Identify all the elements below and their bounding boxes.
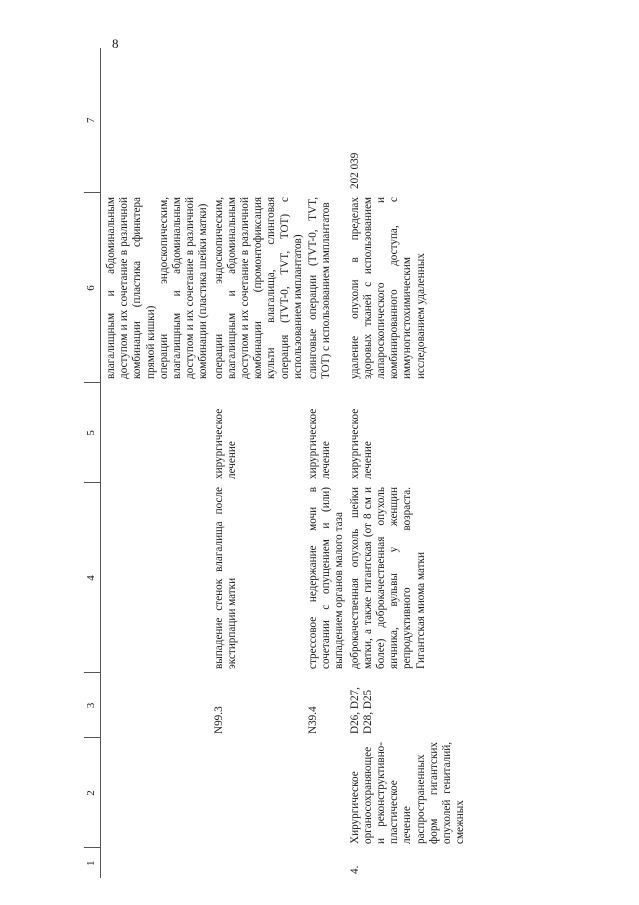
col-header-5: 5: [84, 383, 101, 483]
cell-icd-code: D26, D27, D28, D25: [348, 684, 374, 734]
cell-treatment-type: хирургическое лечение: [348, 406, 374, 479]
table-row: [211, 48, 305, 878]
cell-method: слинговые операции (TVT-0, TVT, TOT) с использованием имплантатов: [307, 194, 333, 379]
cell-method: операции эндоскопическим, влагалищным и абдоминальным доступом и их сочетание в различной комбинации (промонтофиксация культи влагалища, слинговая операция (TVT-0, TVT, TOT) с использованием имплантатов): [212, 194, 304, 379]
cell-treatment-type: хирургическое лечение: [212, 406, 238, 479]
col-header-7: 7: [84, 48, 101, 193]
table-row: [101, 48, 211, 878]
col-header-3: 3: [84, 673, 101, 738]
col-header-1: 1: [84, 848, 101, 878]
rotated-table-sheet: [84, 48, 639, 878]
cell-cost: 202 039: [348, 152, 361, 189]
cell-icd-code: N39.4: [307, 706, 320, 734]
cell-method: влагалищным и абдоминальным доступом и их сочетание в различной комбинации (пластика сфинктера прямой кишки) операции эндоскопическим, влагалищным и абдоминальным доступом и их сочетание в различной комбинации (пластика шейки матки): [105, 197, 210, 379]
col-header-6: 6: [84, 193, 101, 383]
cell-treatment-type: хирургическое лечение: [307, 406, 333, 479]
column-number-header: [84, 48, 101, 878]
cell-diagnosis: выпадение стенок влагалища после экстирпации матки: [212, 484, 238, 669]
cell-method: удаление опухоли в пределах здоровых тканей с использованием лапароскопического и комбинированного доступа, с иммуногистохимическим исследованием удаленных: [348, 194, 427, 379]
cell-profile: Хирургическое органосохраняющее и реконструктивно-пластическое лечение распространенных форм гигантских опухолей гениталий, смежных: [348, 739, 467, 844]
col-header-2: 2: [84, 738, 101, 848]
table-row: [347, 48, 468, 878]
table-row: [305, 48, 347, 878]
cell-number: 4.: [348, 865, 361, 874]
cell-diagnosis: доброкачественная опухоль шейки матки, а также гигантская (от 8 см и более) доброкачественная опухоль яичника, вульвы у женщин репродуктивного возраста. Гигантская миома матки: [348, 484, 427, 669]
page-number: 8: [112, 36, 119, 51]
cell-diagnosis: стрессовое недержание мочи в сочетании с опущением и (или) выпадением органов малого таза: [307, 484, 346, 669]
col-header-4: 4: [84, 483, 101, 673]
cell-icd-code: N99.3: [212, 706, 225, 734]
medical-care-table: [84, 48, 467, 878]
